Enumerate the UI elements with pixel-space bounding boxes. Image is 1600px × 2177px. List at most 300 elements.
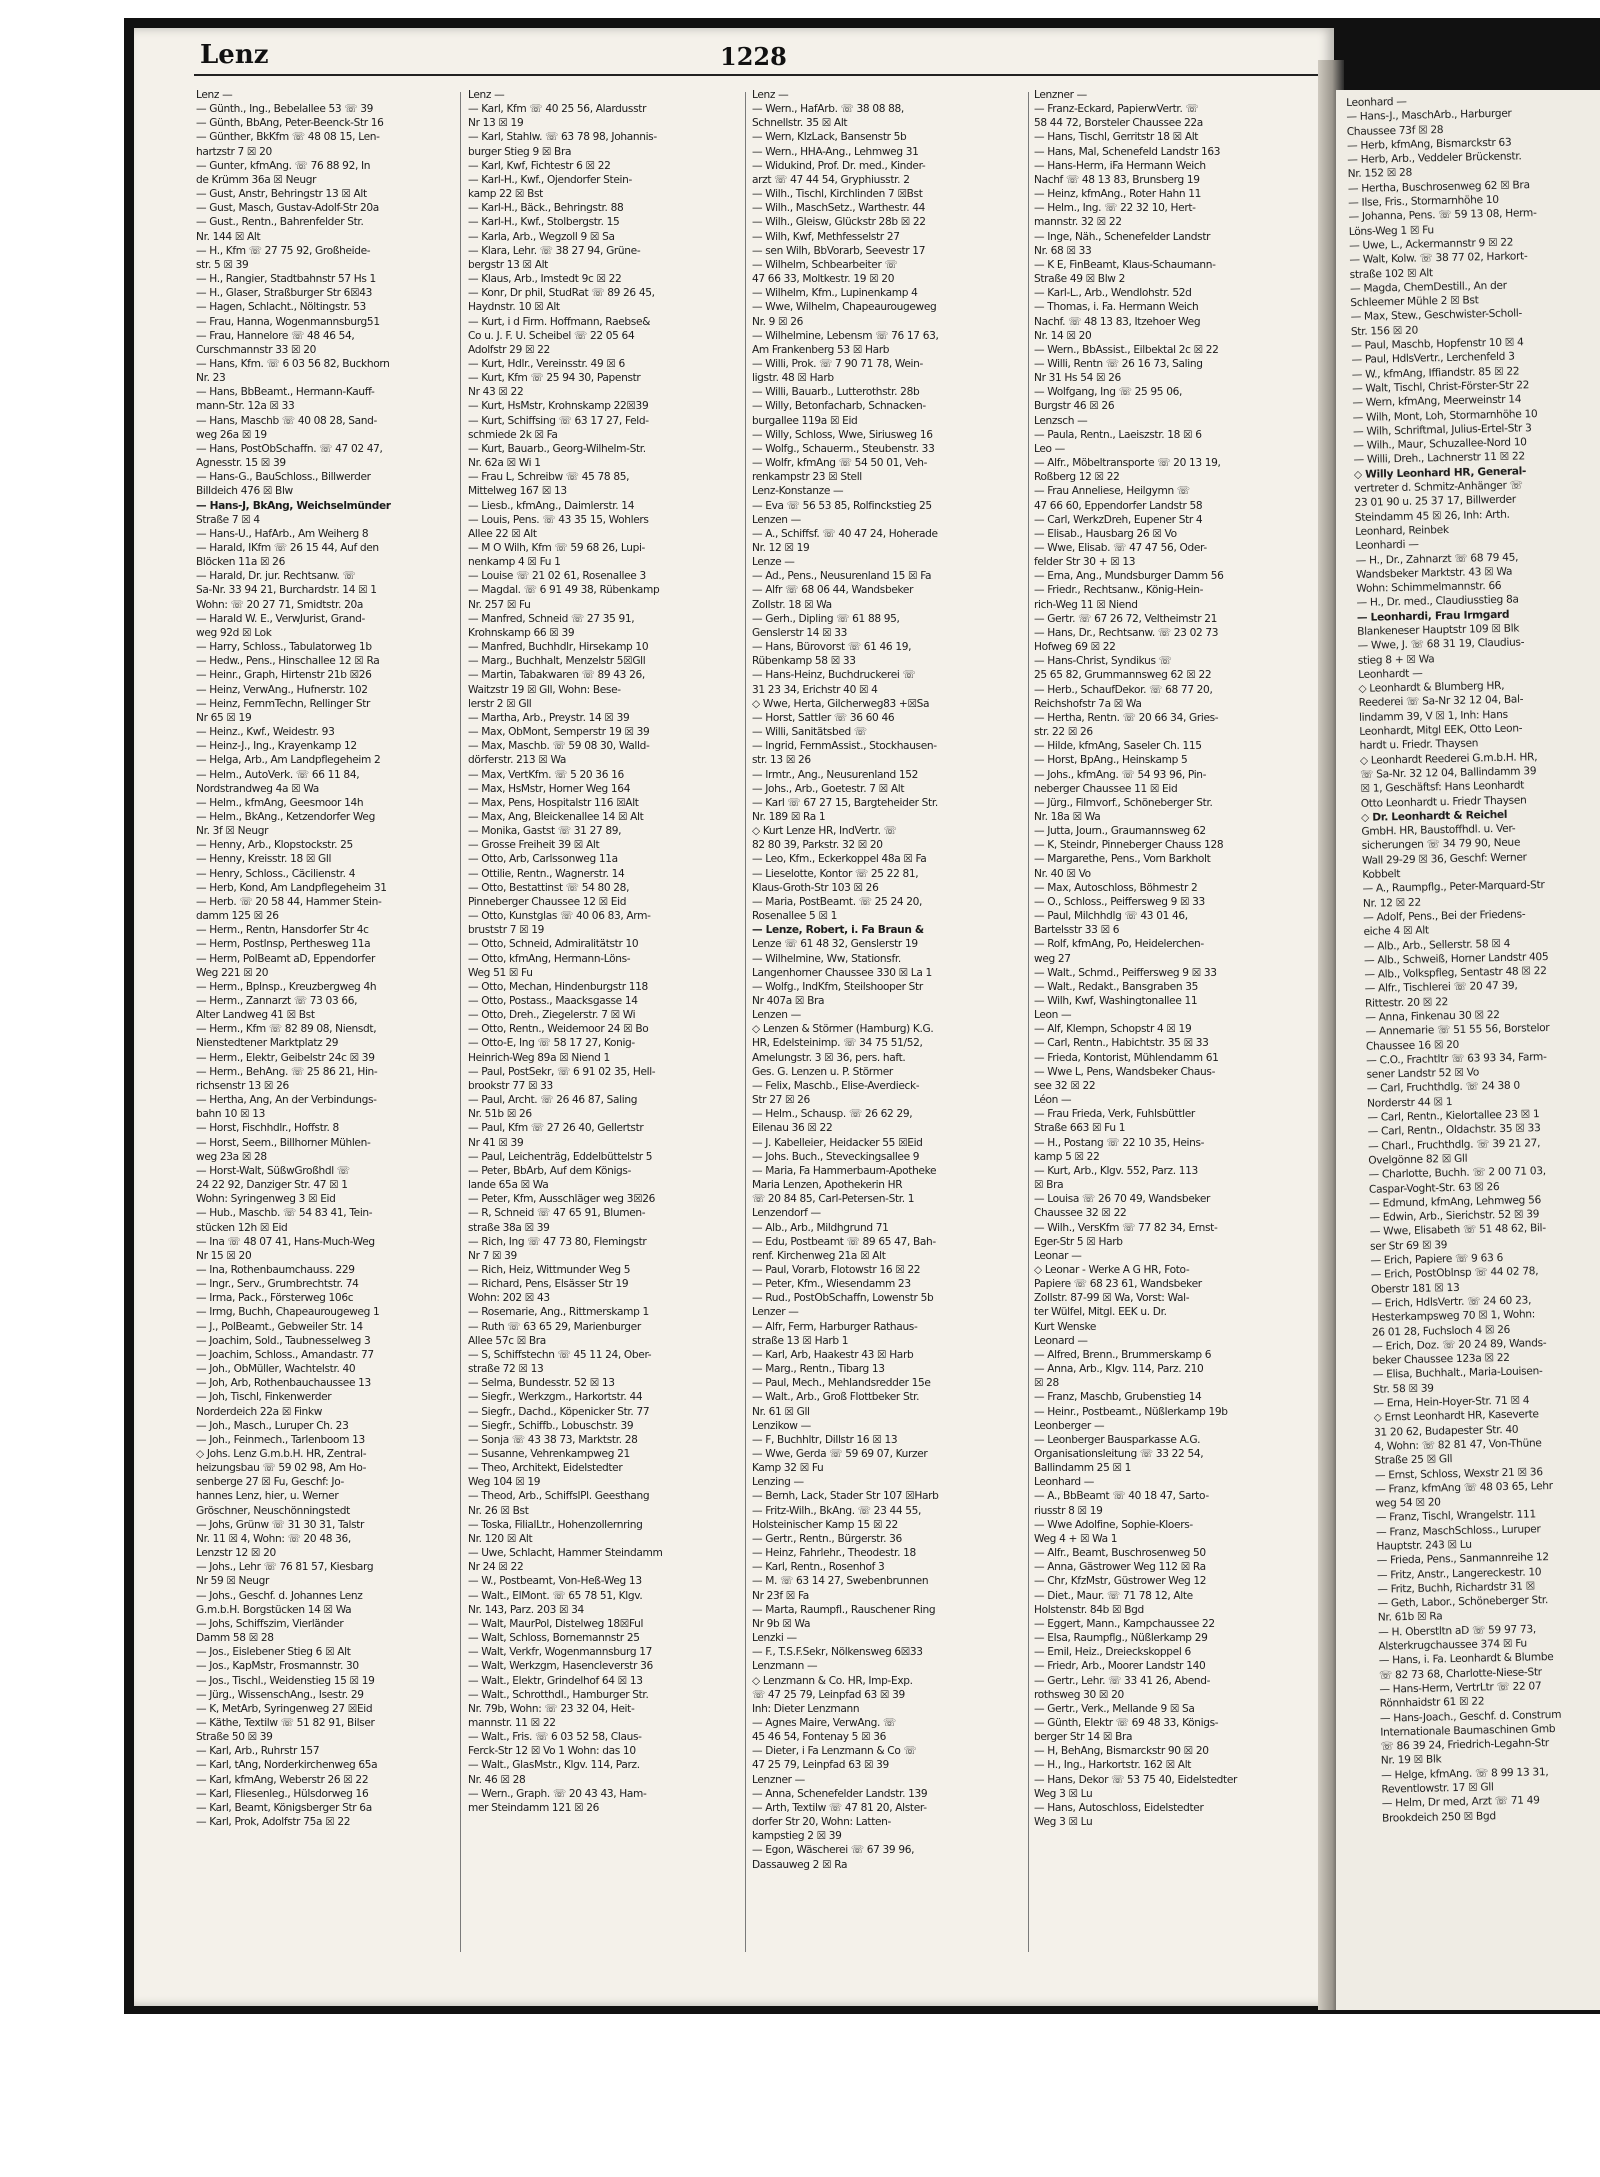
entry-line: — Willy, Betonfacharb, Schnacken- — [752, 400, 926, 413]
entry-line: Hesterkampsweg 70 ☒ 1, Wohn: — [1371, 1308, 1536, 1324]
entry-line: — Helm., AutoVerk. ☏ 66 11 84, — [196, 768, 360, 781]
entry-line: — Grosse Freiheit 39 ☒ Alt — [468, 839, 600, 852]
entry-line: — Irmtr., Ang., Neusurenland 152 — [752, 768, 919, 781]
entry-line: — Louisa ☏ 26 70 49, Wandsbeker — [1034, 1193, 1210, 1206]
entry-line: — Magda, ChemDestill., An der — [1349, 279, 1507, 295]
entry-line: ☒ 28 — [1034, 1377, 1059, 1390]
entry-line: — Wilh., MaschSetz., Warthestr. 44 — [752, 202, 926, 215]
entry-line: — Rosemarie, Ang., Rittmerskamp 1 — [468, 1306, 649, 1319]
entry-line: Lenzner — — [752, 1773, 805, 1786]
entry-line: ◇ Wwe, Herta, Gilcherweg83 +☒Sa — [752, 697, 930, 710]
entry-line: ☏ 86 39 24, Friedrich-Legahn-Str — [1380, 1737, 1550, 1753]
entry-line: — Gertr. ☏ 67 26 72, Veltheimstr 21 — [1034, 612, 1217, 625]
entry-line: — Wolfg., Schauerm., Steubenstr. 33 — [752, 442, 935, 455]
entry-line: — Helm., kfmAng, Geesmoor 14h — [196, 796, 364, 809]
entry-line: — K, MetArb, Syringenweg 27 ☒Eid — [196, 1702, 373, 1715]
entry-line: — Felix, Maschb., Elise-Averdieck- — [752, 1079, 920, 1092]
entry-line: — Horst, BpAng., Heinskamp 5 — [1034, 754, 1188, 767]
header-rule — [194, 74, 1318, 76]
entry-line: Lenze ☏ 61 48 32, Genslerstr 19 — [752, 938, 918, 951]
entry-line: — Charlotte, Buchh. ☏ 2 00 71 03, — [1368, 1165, 1546, 1182]
entry-line: Nr. 11 ☒ 4, Wohn: ☏ 20 48 36, — [196, 1532, 351, 1545]
entry-line: — Frau L, Schreibw ☏ 45 78 85, — [468, 471, 630, 484]
entry-line: — Alb., Volkspfleg, Sentastr 48 ☒ 22 — [1364, 965, 1547, 981]
entry-line: — Erich, HdlsVertr. ☏ 24 60 23, — [1371, 1294, 1532, 1310]
entry-line: rothsweg 30 ☒ 20 — [1034, 1688, 1124, 1701]
entry-line: — Herb, Kond, Am Landpflegeheim 31 — [196, 881, 387, 894]
entry-line: — Diet., Maur. ☏ 71 78 12, Alte — [1034, 1589, 1193, 1602]
entry-line: — Peter, Kfm, Ausschläger weg 3☒26 — [468, 1193, 656, 1206]
entry-line: Ferck-Str 12 ☒ Vo 1 Wohn: das 10 — [468, 1745, 636, 1758]
entry-line: Alsterkrugchaussee 374 ☒ Fu — [1378, 1637, 1528, 1653]
entry-line: — Willi, Sanitätsbed ☏ — [752, 726, 867, 739]
page-header-name: Lenz — [200, 40, 269, 70]
entry-line: brookstr 77 ☒ 33 — [468, 1079, 553, 1092]
entry-line: ◇ Lenzen & Störmer (Hamburg) K.G. — [752, 1023, 934, 1036]
entry-line: — Max, Ang, Bleickenallee 14 ☒ Alt — [468, 810, 644, 823]
entry-line: — F, Buchhltr, Dillstr 16 ☒ 13 — [752, 1433, 898, 1446]
entry-line: Nr. 61b ☒ Ra — [1377, 1610, 1443, 1625]
entry-line: — Alfr, Ferm, Harburger Rathaus- — [752, 1320, 918, 1333]
entry-line: — Irma, Pack., Försterweg 106c — [196, 1292, 354, 1305]
entry-line: Bartelsstr 33 ☒ 6 — [1034, 924, 1120, 937]
entry-line: — Friedr., Rechtsanw., König-Hein- — [1034, 584, 1204, 597]
entry-line: Nr. 189 ☒ Ra 1 — [752, 810, 826, 823]
entry-line: — Alfred, Brenn., Brummerskamp 6 — [1034, 1348, 1212, 1361]
entry-line: — M. ☏ 63 14 27, Swebenbrunnen — [752, 1575, 929, 1588]
entry-line: — Frau Anneliese, Heilgymn ☏ — [1034, 485, 1190, 498]
entry-line: — Helga, Arb., Am Landpflegeheim 2 — [196, 754, 381, 767]
entry-line: 82 80 39, Parkstr. 32 ☒ 20 — [752, 839, 883, 852]
entry-line: — Franz, Maschb, Grubenstieg 14 — [1034, 1391, 1202, 1404]
entry-line: — Karl ☏ 67 27 15, Bargteheider Str. — [752, 796, 938, 809]
entry-line: — Willi, Dreh., Lachnerstr 11 ☒ 22 — [1353, 450, 1525, 467]
entry-line: — Joachim, Schloss., Amandastr. 77 — [196, 1348, 374, 1361]
entry-line: — Max, ObMont, Semperstr 19 ☒ 39 — [468, 726, 650, 739]
entry-line: — Walt., ElMont. ☏ 65 78 51, Klgv. — [468, 1589, 643, 1602]
column-divider — [1028, 92, 1029, 1952]
entry-line: — Hedw., Pens., Hinschallee 12 ☒ Ra — [196, 655, 380, 668]
entry-line: ☒ 1, Geschäftsf: Hans Leonhardt — [1360, 779, 1525, 796]
column-divider — [745, 92, 746, 1952]
entry-line: — Ingr., Serv., Grumbrechtstr. 74 — [196, 1278, 359, 1291]
entry-line: — Marg., Rentn., Tibarg 13 — [752, 1363, 885, 1376]
entry-line: — Theod, Arb., SchiffslPl. Geesthang — [468, 1490, 650, 1503]
entry-line: — Gust., Rentn., Bahrenfelder Str. — [196, 216, 364, 229]
entry-line: — Gerh., Dipling ☏ 61 88 95, — [752, 612, 900, 625]
entry-line: ◇ Lenzmann & Co. HR, Imp-Exp. — [752, 1674, 913, 1687]
entry-line: lande 65a ☒ Wa — [468, 1179, 549, 1192]
entry-line: Nr. 144 ☒ Alt — [196, 230, 261, 243]
entry-line: — Gust, Masch, Gustav-Adolf-Str 20a — [196, 202, 379, 215]
entry-line: — Paul, Mech., Mehlandsredder 15e — [752, 1377, 931, 1390]
entry-line: Nr. 18a ☒ Wa — [1034, 810, 1101, 823]
entry-line: — Karla, Arb., Wegzoll 9 ☒ Sa — [468, 230, 615, 243]
entry-line: — Willi, Bauarb., Lutterothstr. 28b — [752, 386, 920, 399]
entry-line: — Hans-J., MaschArb., Harburger — [1346, 107, 1512, 124]
entry-line: — Thomas, i. Fa. Hermann Weich — [1034, 301, 1199, 314]
entry-line: — Herm., Bplnsp., Kreuzbergweg 4h — [196, 980, 377, 993]
entry-line: — Wwe, J. ☏ 68 31 19, Claudius- — [1357, 636, 1525, 653]
entry-line: straße 38a ☒ 39 — [468, 1221, 550, 1234]
entry-line: Wandsbeker Marktstr. 43 ☒ Wa — [1355, 565, 1513, 581]
entry-line: Nr. 61 ☒ Gll — [752, 1405, 810, 1418]
entry-line: — Uwe, L., Ackermannstr 9 ☒ 22 — [1349, 236, 1514, 252]
entry-line: ☏ 47 25 79, Leinpfad 63 ☒ 39 — [752, 1688, 905, 1701]
entry-line: Oberstr 181 ☒ 13 — [1370, 1281, 1460, 1296]
entry-line: — Walt, Verkfr, Wogenmannsburg 17 — [468, 1646, 653, 1659]
entry-line: Nachf ☏ 48 13 83, Brunsberg 19 — [1034, 173, 1200, 186]
entry-line: — Henny, Arb., Klopstockstr. 25 — [196, 839, 353, 852]
entry-line: — Carl, Rentn., Kielortallee 23 ☒ 1 — [1367, 1108, 1540, 1124]
entry-line: — Erna, Hein-Hoyer-Str. 71 ☒ 4 — [1373, 1394, 1530, 1410]
entry-line: Wall 29-29 ☒ 36, Geschf: Werner — [1361, 851, 1527, 867]
entry-line: — Alfr., Tischlerei ☏ 20 47 39, — [1364, 980, 1518, 996]
entry-line: Pinneberger Chaussee 12 ☒ Eid — [468, 895, 627, 908]
entry-line: — Ruth ☏ 63 65 29, Marienburger — [468, 1320, 641, 1333]
entry-line: Gröschner, Neuschönningstedt — [196, 1504, 350, 1517]
directory-column-2 — [468, 88, 726, 1968]
entry-line: ◇ Leonhardt & Blumberg HR, — [1358, 679, 1505, 696]
entry-line: — Heinz-J., Ing., Krayenkamp 12 — [196, 740, 357, 753]
entry-line: — Peter, BbArb, Auf dem Königs- — [468, 1164, 632, 1177]
entry-line: — Johs, Grünw ☏ 31 30 31, Talstr — [196, 1518, 365, 1531]
directory-column-1 — [196, 88, 454, 1968]
entry-line: — Hans-Joach., Geschf. d. Construm — [1379, 1708, 1562, 1725]
entry-line: — Otto, Dreh., Ziegelerstr. 7 ☒ Wi — [468, 1009, 636, 1022]
entry-line: bergstr 13 ☒ Alt — [468, 258, 548, 271]
page-number: 1228 — [720, 42, 787, 71]
entry-line: Hofweg 69 ☒ 22 — [1034, 641, 1116, 654]
entry-line: arzt ☏ 47 44 54, Gryphiusstr. 2 — [752, 173, 910, 186]
entry-line: Nr. 40 ☒ Vo — [1034, 867, 1091, 880]
entry-line: — Sonja ☏ 43 38 73, Marktstr. 28 — [468, 1433, 638, 1446]
entry-line: — Jürg., Filmvorf., Schöneberger Str. — [1034, 796, 1213, 809]
entry-line: Eilenau 36 ☒ 22 — [752, 1122, 833, 1135]
entry-line: Nr. 68 ☒ 33 — [1034, 244, 1092, 257]
entry-line: Nr. 46 ☒ 28 — [468, 1773, 526, 1786]
entry-line: Nr 23f ☒ Fa — [752, 1589, 809, 1602]
entry-line: — Alb., Schweiß, Horner Landstr 405 — [1363, 950, 1549, 967]
entry-line: — Franz, Tischl, Wrangelstr. 111 — [1375, 1508, 1537, 1525]
entry-line: — Wilhelmine, Lebensm ☏ 76 17 63, — [752, 329, 939, 342]
entry-line: — Frau Frieda, Verk, Fuhlsbüttler — [1034, 1108, 1195, 1121]
entry-line: — Walt, Schloss, Bornemannstr 25 — [468, 1632, 640, 1645]
entry-line: — Walt., GlasMstr., Klgv. 114, Parz. — [468, 1759, 640, 1772]
entry-line: — Geth, Labor., Schöneberger Str. — [1377, 1594, 1549, 1610]
entry-line: Reederei ☏ Sa-Nr 32 12 04, Bal- — [1358, 693, 1524, 710]
entry-line: schmiede 2k ☒ Fa — [468, 428, 558, 441]
entry-line: — Franz, MaschSchloss., Luruper — [1375, 1522, 1541, 1539]
entry-line: — Ingrid, FernmAssist., Stockhausen- — [752, 740, 937, 753]
entry-line: — Otto, kfmAng, Hermann-Löns- — [468, 952, 631, 965]
entry-line: Leonhard — — [1346, 95, 1407, 109]
entry-line: — Wolfg., IndKfm, Steilshooper Str — [752, 980, 923, 993]
entry-line: — Günth, BbAng, Peter-Beenck-Str 16 — [196, 117, 384, 130]
entry-line: — A., BbBeamt ☏ 40 18 47, Sarto- — [1034, 1490, 1209, 1503]
entry-line: — Margarethe, Pens., Vorn Barkholt — [1034, 853, 1211, 866]
entry-line: — Louise ☏ 21 02 61, Rosenallee 3 — [468, 570, 646, 583]
entry-line: Krohnskamp 66 ☒ 39 — [468, 626, 575, 639]
entry-line: ☏ 82 73 68, Charlotte-Niese-Str — [1378, 1665, 1542, 1682]
entry-line: — Paul, Leichenträg, Eddelbüttelstr 5 — [468, 1150, 653, 1163]
entry-line: Damm 58 ☒ 28 — [196, 1632, 274, 1645]
entry-line: ligstr. 48 ☒ Harb — [752, 372, 834, 385]
entry-line: — sen Wilh, BbVorarb, Seevestr 17 — [752, 244, 926, 257]
entry-line: — Hans, Autoschloss, Eidelstedter — [1034, 1801, 1204, 1814]
entry-line: Straße 50 ☒ 39 — [196, 1731, 273, 1744]
entry-line: — Otto, Kunstglas ☏ 40 06 83, Arm- — [468, 910, 651, 923]
entry-line: — Leo, Kfm., Eckerkoppel 48a ☒ Fa — [752, 853, 927, 866]
entry-line: — Wolfgang, Ing ☏ 25 95 06, — [1034, 386, 1182, 399]
entry-line: Straße 7 ☒ 4 — [196, 513, 260, 526]
entry-line: — Herm., Rentn, Hansdorfer Str 4c — [196, 924, 369, 937]
entry-line: — Karl, Arb., Ruhrstr 157 — [196, 1745, 320, 1758]
entry-line: neberger Chaussee 11 ☒ Eid — [1034, 782, 1178, 795]
entry-line: — Anna, Finkenau 30 ☒ 22 — [1365, 1008, 1500, 1024]
entry-line: — Johs., kfmAng. ☏ 54 93 96, Pin- — [1034, 768, 1207, 781]
entry-line: weg 23a ☒ 28 — [196, 1150, 267, 1163]
entry-line: — Frau, Hannelore ☏ 48 46 54, — [196, 329, 355, 342]
entry-line: Nr. 51b ☒ 26 — [468, 1108, 532, 1121]
entry-line: — Peter, Kfm., Wiesendamm 23 — [752, 1278, 911, 1291]
entry-line: Lenz — — [752, 89, 789, 101]
entry-line: — Liesb., kfmAng., Daimlerstr. 14 — [468, 499, 635, 512]
entry-line: — Harald W. E., VerwJurist, Grand- — [196, 612, 366, 625]
entry-line: — Johs, Schiffszim, Vierländer — [196, 1617, 344, 1630]
entry-line: — Carl, WerkzDreh, Eupener Str 4 — [1034, 513, 1203, 526]
entry-line: Lenzing — — [752, 1476, 804, 1489]
entry-line: Nr 7 ☒ 39 — [468, 1249, 517, 1262]
entry-line: — Marta, Raumpfl., Rauschener Ring — [752, 1603, 936, 1616]
entry-line: — Joachim, Sold., Taubnesselweg 3 — [196, 1334, 371, 1347]
entry-line: — Charl., Fruchthdlg. ☏ 39 21 27, — [1367, 1136, 1541, 1153]
entry-line: Nr 59 ☒ Neugr — [196, 1575, 270, 1588]
entry-line: Holstenstr. 84b ☒ Bgd — [1034, 1603, 1144, 1616]
entry-line: — Franz-Eckard, PapierwVertr. ☏ — [1034, 103, 1199, 116]
entry-line: — Alf, Klempn, Schopstr 4 ☒ 19 — [1034, 1023, 1192, 1036]
entry-line: Wohn: Syringenweg 3 ☒ Eid — [196, 1193, 336, 1206]
entry-line: beker Chaussee 123a ☒ 22 — [1372, 1351, 1510, 1367]
right-page-column — [1346, 91, 1600, 1996]
entry-line: Adolfstr 29 ☒ 22 — [468, 343, 550, 356]
entry-line: Norderstr 44 ☒ 1 — [1366, 1095, 1453, 1110]
entry-line: bahn 10 ☒ 13 — [196, 1108, 266, 1121]
entry-line: ◇ Kurt Lenze HR, IndVertr. ☏ — [752, 825, 897, 838]
entry-line: — Karl, Stahlw. ☏ 63 78 98, Johannis- — [468, 131, 657, 144]
entry-line: — Wilh, Kwf, Methfesselstr 27 — [752, 230, 900, 243]
entry-line: damm 125 ☒ 26 — [196, 910, 279, 923]
entry-line: — Günth., Ing., Bebelallee 53 ☏ 39 — [196, 103, 374, 116]
entry-line: — Kurt, Hdlr., Vereinsstr. 49 ☒ 6 — [468, 357, 625, 370]
entry-line: — Herb, Arb., Veddeler Brückenstr. — [1347, 150, 1522, 167]
entry-line: Blöcken 11a ☒ 26 — [196, 556, 285, 569]
entry-line: — Carl, Rentn., Oldachstr. 35 ☒ 33 — [1367, 1122, 1541, 1139]
entry-line: — Herm., Zannarzt ☏ 73 03 66, — [196, 995, 358, 1007]
entry-line: — Otto, Schneid, Admiralitätstr 10 — [468, 938, 639, 951]
column-divider — [460, 92, 461, 1952]
entry-line: — Edu, Postbeamt ☏ 89 65 47, Bah- — [752, 1235, 936, 1248]
entry-line: — Hans, PostObSchaffn. ☏ 47 02 47, — [196, 442, 383, 455]
entry-line: Leo — — [1034, 442, 1065, 455]
entry-line: stücken 12h ☒ Eid — [196, 1221, 288, 1234]
entry-line: senberge 27 ☒ Fu, Geschf: Jo- — [196, 1476, 344, 1489]
entry-line: — Rud., PostObSchaffn, Lowenstr 5b — [752, 1292, 934, 1305]
entry-line: Nr 41 ☒ 39 — [468, 1136, 524, 1149]
entry-line: Lenzki — — [752, 1632, 797, 1645]
entry-line: Internationale Baumaschinen Gmb — [1380, 1722, 1556, 1739]
entry-line: felder Str 30 + ☒ 13 — [1034, 556, 1136, 569]
entry-line: — Adolf, Pens., Bei der Friedens- — [1363, 908, 1526, 924]
entry-line: — Gertr., Verk., Mellande 9 ☒ Sa — [1034, 1702, 1195, 1715]
entry-line: Kamp 32 ☒ Fu — [752, 1462, 824, 1475]
entry-line: — Monika, Gastst ☏ 31 27 89, — [468, 825, 622, 838]
entry-line: — Walt., Fris. ☏ 6 03 52 58, Claus- — [468, 1731, 642, 1744]
entry-line: Nr. 257 ☒ Fu — [468, 598, 531, 611]
entry-line: — Agnes Maire, VerwAng. ☏ — [752, 1716, 896, 1729]
entry-line: — Ina, Rothenbaumchauss. 229 — [196, 1263, 355, 1276]
entry-line: — Karl, kfmAng, Weberstr 26 ☒ 22 — [196, 1773, 369, 1786]
entry-line: — H. Oberstltn aD ☏ 59 97 73, — [1378, 1623, 1537, 1639]
entry-line: — Ilse, Fris., Stormarnhöhe 10 — [1348, 193, 1499, 210]
entry-line: — Hans, BbBeamt., Hermann-Kauff- — [196, 386, 375, 399]
entry-line: Weg 51 ☒ Fu — [468, 966, 533, 979]
entry-line: sicherungen ☏ 34 79 90, Neue — [1361, 836, 1521, 853]
entry-line: Agnesstr. 15 ☒ 39 — [196, 457, 286, 470]
entry-line: — Horst, Fischhdlr., Hoffstr. 8 — [196, 1122, 339, 1135]
entry-line: Wohn: ☏ 20 27 71, Smidtstr. 20a — [196, 598, 364, 611]
entry-line: Kobbelt — [1362, 868, 1401, 881]
entry-line: — Kurt, Bauarb., Georg-Wilhelm-Str. — [468, 442, 646, 455]
entry-line: — Anna, Schenefelder Landstr. 139 — [752, 1787, 928, 1800]
entry-line: — Selma, Bundesstr. 52 ☒ 13 — [468, 1377, 615, 1390]
entry-line: Zollstr. 87-99 ☒ Wa, Vorst: Wal- — [1034, 1292, 1190, 1305]
entry-line: — Karl, Arb, Haakestr 43 ☒ Harb — [752, 1348, 914, 1361]
entry-line: Nr 15 ☒ 20 — [196, 1249, 252, 1262]
entry-line: — Heinz, VerwAng., Hufnerstr. 102 — [196, 683, 368, 696]
entry-line: — Hans-U., HafArb., Am Weiherg 8 — [196, 527, 369, 540]
entry-line: — Otto, Postass., Maacksgasse 14 — [468, 995, 638, 1007]
entry-line: Lenzen — — [752, 513, 801, 526]
entry-line: — Herm., Kfm ☏ 82 89 08, Niensdt, — [196, 1023, 377, 1036]
entry-line: — Erich, Papiere ☏ 9 63 6 — [1370, 1252, 1504, 1267]
entry-line: Nr. 9 ☒ 26 — [752, 315, 803, 328]
entry-line: — Anna, Gästrower Weg 112 ☒ Ra — [1034, 1561, 1206, 1574]
entry-line: str. 13 ☒ 26 — [752, 754, 811, 767]
entry-line: de Krümm 36a ☒ Neugr — [196, 173, 317, 186]
entry-line: Nr. 14 ☒ 20 — [1034, 329, 1092, 342]
entry-line: ◇ Johs. Lenz G.m.b.H. HR, Zentral- — [196, 1448, 367, 1460]
entry-line: — Konr, Dr phil, StudRat ☏ 89 26 45, — [468, 287, 655, 300]
entry-line: Nr. 12 ☒ 22 — [1362, 896, 1421, 910]
entry-line: weg 54 ☒ 20 — [1375, 1496, 1441, 1510]
entry-line: — Willy, Schloss, Wwe, Siriusweg 16 — [752, 428, 933, 441]
entry-line: — H., Dr. med., Claudiusstieg 8a — [1356, 593, 1519, 610]
entry-line: — J. Kabelleier, Heidacker 55 ☒Eid — [752, 1136, 923, 1149]
entry-line: — Henny, Kreisstr. 18 ☒ Gll — [196, 853, 332, 866]
entry-line: — Leonhardi, Frau Irmgard — [1356, 608, 1510, 624]
entry-line: Weg 221 ☒ 20 — [196, 966, 269, 979]
entry-line: — Marg., Buchhalt, Menzelstr 5☒Gll — [468, 655, 646, 668]
entry-line: 58 44 72, Borsteler Chaussee 22a — [1034, 117, 1203, 130]
entry-line: — Willi, Prok. ☏ 7 90 71 78, Wein- — [752, 357, 923, 370]
entry-line: Chaussee 16 ☒ 20 — [1365, 1038, 1460, 1053]
entry-line: — Paul, HdlsVertr., Lerchenfeld 3 — [1351, 350, 1515, 367]
entry-line: — Herb. ☏ 20 58 44, Hammer Stein- — [196, 895, 382, 908]
entry-line: — Herb., SchaufDekor. ☏ 68 77 20, — [1034, 683, 1213, 696]
entry-line: — Hagen, Schlacht., Nöltingstr. 53 — [196, 301, 366, 314]
entry-line: Rübenkamp 58 ☒ 33 — [752, 655, 856, 668]
entry-line: Leonar — — [1034, 1249, 1082, 1262]
entry-line: — Hertha, Ang, An der Verbindungs- — [196, 1094, 377, 1107]
entry-line: ☏ 20 84 85, Carl-Petersen-Str. 1 — [752, 1193, 915, 1206]
entry-line: Weg 3 ☒ Lu — [1034, 1816, 1093, 1829]
entry-line: ter Wülfel, Mitgl. EEK u. Dr. — [1034, 1306, 1167, 1319]
entry-line: Haydnstr. 10 ☒ Alt — [468, 301, 560, 314]
entry-line: berger Str 14 ☒ Bra — [1034, 1731, 1133, 1744]
entry-line: 25 65 82, Grummannsweg 62 ☒ 22 — [1034, 669, 1212, 682]
entry-line: Genslerstr 14 ☒ 33 — [752, 626, 848, 639]
entry-line: Nienstedtener Marktplatz 29 — [196, 1037, 339, 1050]
entry-line: — Emil, Heiz., Dreieckskoppel 6 — [1034, 1646, 1191, 1659]
entry-line: Billdeich 476 ☒ Blw — [196, 485, 293, 498]
entry-line: — A., Raumpflg., Peter-Marquard-Str — [1362, 879, 1545, 896]
entry-line: — Jürg., WissenschAng., Isestr. 29 — [196, 1688, 364, 1701]
entry-line: — Anna, Arb., Klgv. 114, Parz. 210 — [1034, 1363, 1204, 1376]
entry-line: Weg 4 + ☒ Wa 1 — [1034, 1532, 1118, 1545]
entry-line: — Ad., Pens., Neusurenland 15 ☒ Fa — [752, 570, 932, 583]
entry-line: — Karl, Rentn., Rosenhof 3 — [752, 1561, 885, 1574]
entry-line: — W., Postbeamt, Von-Heß-Weg 13 — [468, 1575, 642, 1588]
entry-line: — Harry, Schloss., Tabulatorweg 1b — [196, 641, 372, 654]
entry-line: — Manfred, Schneid ☏ 27 35 91, — [468, 612, 635, 625]
entry-line: Leon — — [1034, 1009, 1072, 1022]
entry-line: Lenzsch — — [1034, 414, 1088, 427]
entry-line: Lenzendorf — — [752, 1207, 821, 1220]
entry-line: — Alb., Arb., Mildhgrund 71 — [752, 1221, 889, 1234]
entry-line: Nr. 152 ☒ 28 — [1347, 167, 1413, 181]
entry-line: Schleemer Mühle 2 ☒ Bst — [1350, 294, 1479, 310]
entry-line: — Heinz, Fahrlehr., Theodestr. 18 — [752, 1547, 916, 1560]
entry-line: hannes Lenz, hier, u. Werner — [196, 1490, 339, 1503]
entry-line: — Alfr., Beamt, Buschrosenweg 50 — [1034, 1547, 1206, 1560]
entry-line: ser Str 69 ☒ 39 — [1369, 1238, 1448, 1253]
entry-line: — Joh, Tischl, Finkenwerder — [196, 1391, 332, 1404]
entry-line: — Lenze, Robert, i. Fa Braun & — [752, 924, 924, 937]
entry-line: Léon — — [1034, 1094, 1072, 1107]
entry-line: Nr. 23 — [196, 372, 226, 385]
entry-line: Maria Lenzen, Apothekerin HR — [752, 1179, 903, 1192]
entry-line: Nr. 120 ☒ Alt — [468, 1532, 533, 1545]
entry-line: — Johs., Geschf. d. Johannes Lenz — [196, 1589, 363, 1602]
entry-line: Wohn: 202 ☒ 43 — [468, 1292, 550, 1305]
entry-line: — Gust, Anstr, Behringstr 13 ☒ Alt — [196, 188, 367, 201]
entry-line: mer Steindamm 121 ☒ 26 — [468, 1801, 600, 1814]
entry-line: — Wilh., Maur, Schuzallee-Nord 10 — [1353, 436, 1527, 453]
entry-line: Nr. 19 ☒ Blk — [1380, 1753, 1442, 1768]
entry-line: — Hans-Heinz, Buchdruckerei ☏ — [752, 669, 916, 682]
entry-line: Ovelgönne 82 ☒ Gll — [1368, 1152, 1468, 1167]
entry-line: Weg 104 ☒ 19 — [468, 1476, 541, 1489]
entry-line: — Günther, BkKfm ☏ 48 08 15, Len- — [196, 131, 380, 144]
entry-line: Chaussee 32 ☒ 22 — [1034, 1207, 1127, 1220]
entry-line: — Johanna, Pens. ☏ 59 13 08, Herm- — [1348, 207, 1537, 224]
entry-line: — Wilhelm, Kfm., Lupinenkamp 4 — [752, 287, 918, 300]
entry-line: — Edwin, Arb., Sierichstr. 52 ☒ 39 — [1369, 1208, 1540, 1224]
entry-line: mann-Str. 12a ☒ 33 — [196, 400, 295, 413]
entry-line: — Elsa, Raumpflg., Nüßlerkamp 29 — [1034, 1632, 1208, 1645]
entry-line: — K E, FinBeamt, Klaus-Schaumann- — [1034, 258, 1216, 271]
